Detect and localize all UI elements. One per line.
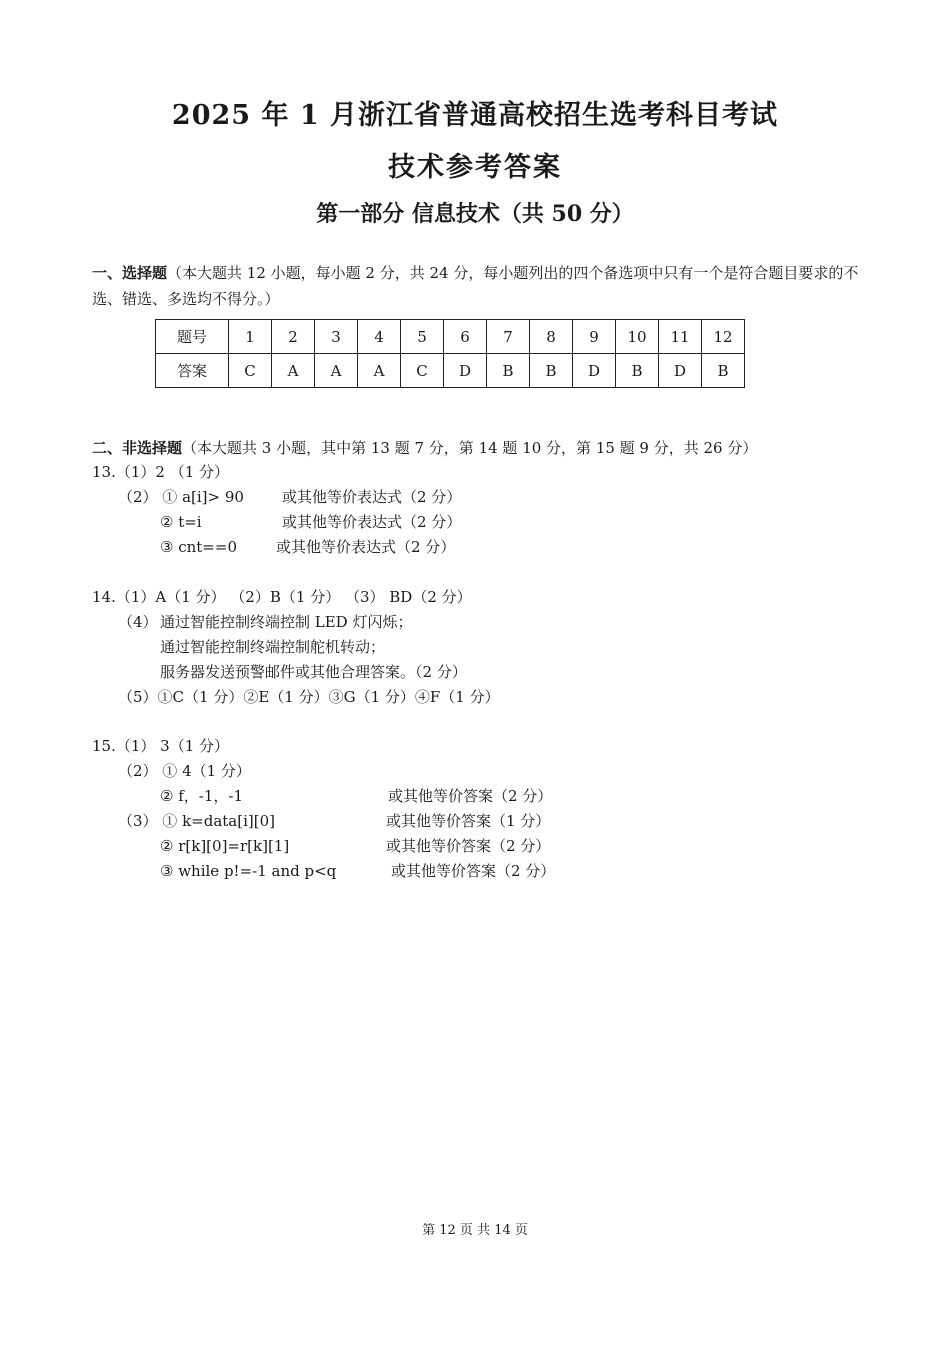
row-label-question: 题号 [156,320,229,354]
section1-desc: （本大题共 12 小题，每小题 2 分，共 24 分，每小题列出的四个备选项中只有一个是符合题目要求的不选、错选、多选均不得分。） [92,264,859,308]
question-number: 6 [444,320,487,354]
question-number: 9 [573,320,616,354]
q14-part4-line2: 通过智能控制终端控制舵机转动； [160,638,386,656]
answer-table [155,319,745,388]
q14-part5: （5）①C（1 分）②E（1 分）③G（1 分）④F（1 分） [118,688,500,706]
question-number: 7 [487,320,530,354]
q14-part4-line1: 通过智能控制终端控制 LED 灯闪烁； [160,613,413,631]
part-heading: 第一部分 信息技术（共 50 分） [316,201,634,227]
q15-part1: 15.（1） 3（1 分） [92,737,230,755]
question-number: 11 [659,320,702,354]
answer-cell: C [229,354,272,388]
question-number: 4 [358,320,401,354]
q15-part3-blank3-note: 或其他等价答案（2 分） [391,862,556,880]
section2-intro [92,435,882,461]
page-footer: 第 12 页 共 14 页 [422,1223,528,1238]
answer-cell: A [315,354,358,388]
question-number: 2 [272,320,315,354]
answer-row [156,354,745,388]
section1-heading: 一、选择题 [92,264,168,282]
document-title: 2025 年 1 月浙江省普通高校招生选考科目考试 [171,100,779,131]
question-number: 10 [616,320,659,354]
section2-heading: 二、非选择题 [92,439,183,457]
answer-cell: C [401,354,444,388]
q13-part2-blank3-note: 或其他等价表达式（2 分） [276,538,456,556]
q14-part4-label: （4） [118,613,158,631]
answer-cell: B [616,354,659,388]
q13-part2-blank2-note: 或其他等价表达式（2 分） [282,513,462,531]
q15-part3-blank2: ② r[k][0]=r[k][1] [160,837,290,855]
question-number: 3 [315,320,358,354]
q13-part2-blank1-note: 或其他等价表达式（2 分） [282,488,462,506]
answer-cell: B [487,354,530,388]
q15-part3-blank1: （3） ① k=data[i][0] [118,812,276,830]
q14-parts-1-3: 14.（1）A（1 分） （2）B（1 分） （3） BD（2 分） [92,588,472,606]
answer-cell: D [444,354,487,388]
document-subtitle: 技术参考答案 [388,152,562,183]
question-number-row [156,320,745,354]
answer-cell: D [659,354,702,388]
question-number: 1 [229,320,272,354]
q15-part2-blank1: （2） ① 4（1 分） [118,762,251,780]
q13-part2-blank3: ③ cnt==0 [160,538,237,556]
question-number: 5 [401,320,444,354]
q15-part3-blank1-note: 或其他等价答案（1 分） [386,812,551,830]
answer-cell: D [573,354,616,388]
q14-part4-line3: 服务器发送预警邮件或其他合理答案。（2 分） [160,663,467,681]
section2-desc: （本大题共 3 小题，其中第 13 题 7 分，第 14 题 10 分，第 15 题 9 分，共 26 分） [182,439,758,457]
q13-part2-blank1: （2） ① a[i]> 90 [118,488,244,506]
question-number: 8 [530,320,573,354]
q15-part3-blank2-note: 或其他等价答案（2 分） [386,837,551,855]
answer-cell: A [272,354,315,388]
answer-cell: A [358,354,401,388]
q15-part2-blank2-note: 或其他等价答案（2 分） [388,787,553,805]
answer-cell: B [530,354,573,388]
answer-cell: B [702,354,745,388]
section1-intro [92,260,882,312]
q13-part2-blank2: ② t=i [160,513,202,531]
q15-part2-blank2: ② f，-1，-1 [160,787,243,805]
q13-part1: 13.（1）2 （1 分） [92,463,230,481]
question-number: 12 [702,320,745,354]
row-label-answer: 答案 [156,354,229,388]
q15-part3-blank3: ③ while p!=-1 and p<q [160,862,337,880]
